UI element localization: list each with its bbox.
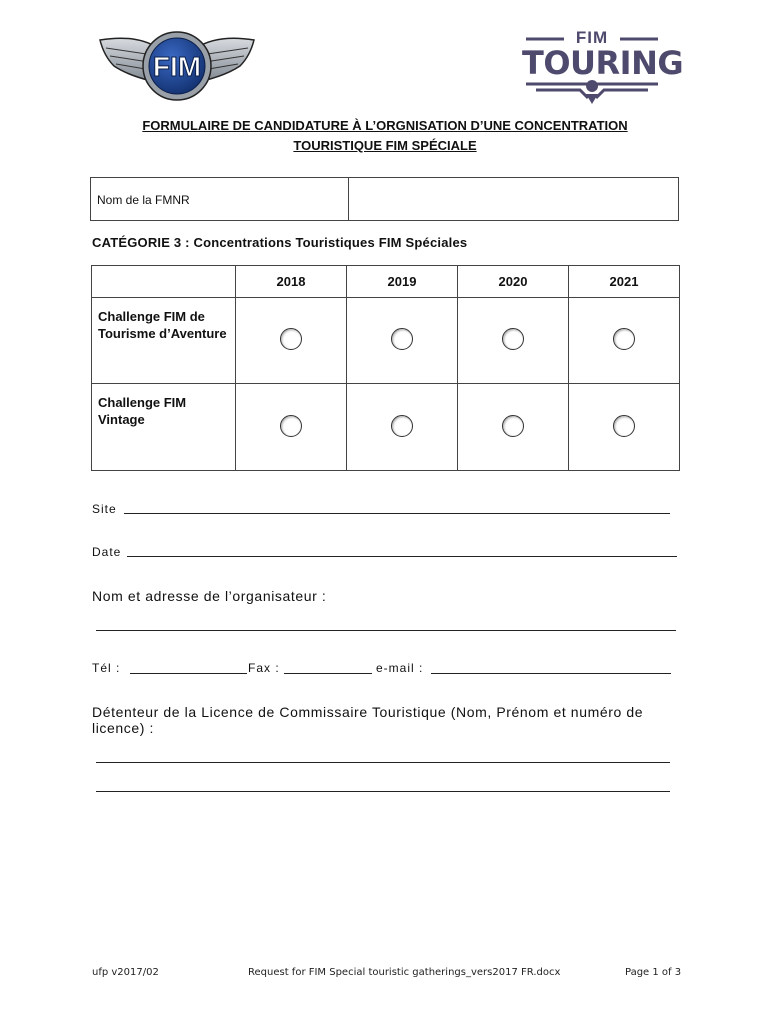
fax-field[interactable] bbox=[284, 673, 372, 674]
footer-filename: Request for FIM Special touristic gatherings_vers2017 FR.docx bbox=[248, 967, 561, 978]
fax-label: Fax : bbox=[248, 661, 280, 675]
table-corner bbox=[92, 266, 236, 298]
vintage-2020-radio[interactable] bbox=[502, 415, 524, 437]
category-year-table bbox=[91, 265, 680, 471]
year-header-2020: 2020 bbox=[458, 266, 569, 298]
organizer-label: Nom et adresse de l’organisateur : bbox=[92, 588, 327, 604]
challenge-adventure-label: Challenge FIM de Tourisme d’Aventure bbox=[92, 298, 236, 384]
adventure-2019-radio[interactable] bbox=[391, 328, 413, 350]
licence-field-2[interactable] bbox=[96, 791, 670, 792]
fim-touring-logo bbox=[522, 28, 684, 108]
category-heading: CATÉGORIE 3 : Concentrations Touristiques FIM Spéciales bbox=[92, 235, 468, 250]
tel-label: Tél : bbox=[92, 661, 121, 675]
adventure-2018-radio[interactable] bbox=[280, 328, 302, 350]
date-label: Date bbox=[92, 545, 122, 559]
fim-logo bbox=[96, 26, 258, 106]
year-header-2019: 2019 bbox=[347, 266, 458, 298]
form-title-line2: TOURISTIQUE FIM SPÉCIALE bbox=[293, 138, 477, 153]
table-cell bbox=[236, 298, 347, 384]
footer-page-number: Page 1 of 3 bbox=[625, 967, 682, 978]
adventure-2020-radio[interactable] bbox=[502, 328, 524, 350]
licence-field-1[interactable] bbox=[96, 762, 670, 763]
adventure-2021-radio[interactable] bbox=[613, 328, 635, 350]
form-title-line1: FORMULAIRE DE CANDIDATURE À L’ORGNISATION D’UNE CONCENTRATION bbox=[142, 118, 628, 133]
vintage-2019-radio[interactable] bbox=[391, 415, 413, 437]
date-field[interactable] bbox=[127, 556, 677, 557]
site-label: Site bbox=[92, 502, 117, 516]
table-cell bbox=[236, 384, 347, 471]
organizer-field[interactable] bbox=[96, 630, 676, 631]
fmnr-table bbox=[90, 177, 679, 221]
fmnr-label-cell bbox=[91, 178, 349, 220]
licence-holder-label: Détenteur de la Licence de Commissaire Touristique (Nom, Prénom et numéro de licence) : bbox=[92, 704, 644, 736]
vintage-2021-radio[interactable] bbox=[613, 415, 635, 437]
year-header-2021: 2021 bbox=[569, 266, 680, 298]
year-header-2018: 2018 bbox=[236, 266, 347, 298]
site-field[interactable] bbox=[124, 513, 670, 514]
table-cell bbox=[347, 384, 458, 471]
touring-logo-fim: FIM bbox=[575, 28, 609, 47]
fim-logo-text: FIM bbox=[152, 51, 202, 82]
email-field[interactable] bbox=[431, 673, 671, 674]
touring-logo-word: TOURING bbox=[522, 44, 684, 82]
email-label: e-mail : bbox=[376, 661, 424, 675]
table-cell bbox=[458, 298, 569, 384]
table-cell bbox=[347, 298, 458, 384]
fmnr-input[interactable] bbox=[350, 178, 678, 220]
footer-version: ufp v2017/02 bbox=[92, 967, 159, 978]
vintage-2018-radio[interactable] bbox=[280, 415, 302, 437]
table-cell bbox=[569, 298, 680, 384]
tel-field[interactable] bbox=[130, 673, 247, 674]
table-cell bbox=[458, 384, 569, 471]
fmnr-label: Nom de la FMNR bbox=[97, 193, 190, 207]
table-cell bbox=[569, 384, 680, 471]
challenge-vintage-label: Challenge FIM Vintage bbox=[92, 384, 236, 471]
